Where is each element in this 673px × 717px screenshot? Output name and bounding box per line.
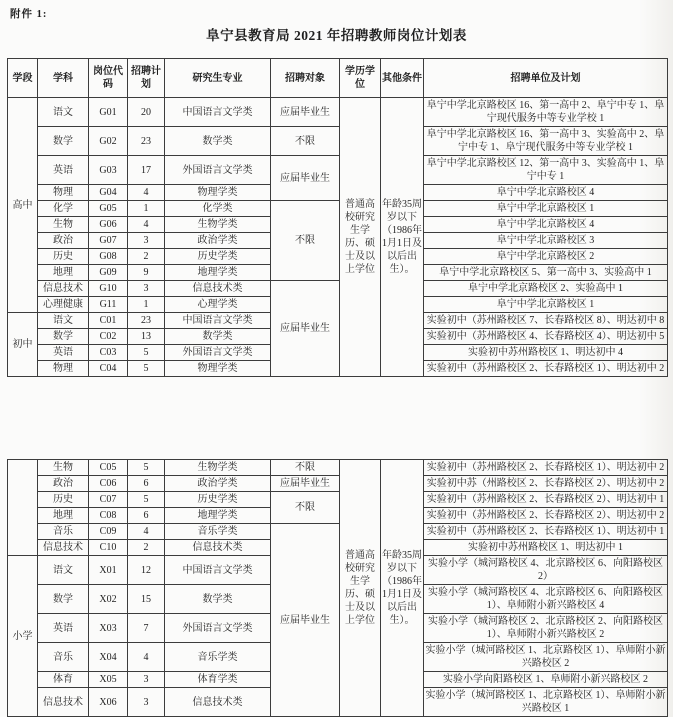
cell-units: 实验小学（城河路校区 2、北京路校区 2、向阳路校区 1）、阜师附小新兴路校区 2	[424, 614, 668, 643]
cell-code: G01	[89, 98, 128, 127]
cell-units: 实验初中苏州路校区 1、明达初中 1	[424, 540, 668, 556]
cell-code: G05	[89, 201, 128, 217]
cell-code: C03	[89, 345, 128, 361]
cell-plan: 13	[128, 329, 165, 345]
cell-subject: 语文	[38, 313, 89, 329]
cell-units: 阜宁中学北京路校区 16、第一高中 2、阜宁中专 1、阜宁现代服务中等专业学校 1	[424, 98, 668, 127]
table-row	[8, 201, 668, 217]
table-row	[8, 281, 668, 297]
cell-subject: 英语	[38, 614, 89, 643]
table-header-row	[8, 59, 668, 98]
cell-major: 外国语言文学类	[165, 345, 271, 361]
cell-major: 数学类	[165, 329, 271, 345]
cell-major: 体育学类	[165, 672, 271, 688]
cell-code: C01	[89, 313, 128, 329]
cell-major: 外国语言文学类	[165, 614, 271, 643]
cell-major: 中国语言文学类	[165, 98, 271, 127]
cell-code: X04	[89, 643, 128, 672]
cell-code: C06	[89, 476, 128, 492]
cell-plan: 12	[128, 556, 165, 585]
header-other: 其他条件	[381, 59, 424, 98]
cell-subject: 历史	[38, 492, 89, 508]
cell-target: 不限	[271, 492, 340, 524]
cell-code: G03	[89, 156, 128, 185]
cell-plan: 15	[128, 585, 165, 614]
cell-code: C10	[89, 540, 128, 556]
cell-subject: 物理	[38, 185, 89, 201]
cell-subject: 历史	[38, 249, 89, 265]
recruitment-plan-table-part2	[7, 459, 668, 717]
cell-major: 信息技术类	[165, 540, 271, 556]
cell-subject: 信息技术	[38, 540, 89, 556]
cell-units: 阜宁中学北京路校区 3	[424, 233, 668, 249]
cell-units: 实验小学（城河路校区 4、北京路校区 6、向阳路校区 1）、阜师附小新兴路校区 4	[424, 585, 668, 614]
cell-subject: 信息技术	[38, 688, 89, 717]
cell-subject: 语文	[38, 98, 89, 127]
cell-plan: 2	[128, 249, 165, 265]
cell-plan: 17	[128, 156, 165, 185]
cell-units: 阜宁中学北京路校区 4	[424, 185, 668, 201]
table-row	[8, 156, 668, 185]
cell-units: 阜宁中学北京路校区 12、第一高中 3、实验高中 1、阜宁中专 1	[424, 156, 668, 185]
cell-code: X03	[89, 614, 128, 643]
cell-units: 实验小学（城河路校区 4、北京路校区 6、向阳路校区 2）	[424, 556, 668, 585]
table-row	[8, 98, 668, 127]
cell-code: C05	[89, 460, 128, 476]
cell-code: X01	[89, 556, 128, 585]
header-degree: 学历学位	[340, 59, 381, 98]
cell-target: 应届毕业生	[271, 476, 340, 492]
cell-plan: 6	[128, 476, 165, 492]
cell-code: G08	[89, 249, 128, 265]
cell-major: 外国语言文学类	[165, 156, 271, 185]
cell-target: 应届毕业生	[271, 281, 340, 377]
cell-plan: 3	[128, 672, 165, 688]
page-title: 阜宁县教育局 2021 年招聘教师岗位计划表	[206, 28, 467, 43]
cell-subject: 音乐	[38, 524, 89, 540]
cell-units: 实验初中（苏州路校区 2、长春路校区 1）、明达初中 2	[424, 460, 668, 476]
cell-subject: 英语	[38, 156, 89, 185]
cell-other: 年龄35周岁以下（1986年1月1日及以后出生）。	[381, 98, 424, 377]
cell-major: 历史学类	[165, 249, 271, 265]
cell-code: G11	[89, 297, 128, 313]
cell-major: 信息技术类	[165, 281, 271, 297]
cell-plan: 5	[128, 492, 165, 508]
cell-degree: 普通高校研究生学历、硕士及以上学位	[340, 460, 381, 717]
header-code: 岗位代码	[89, 59, 128, 98]
header-units: 招聘单位及计划	[424, 59, 668, 98]
cell-code: G02	[89, 127, 128, 156]
recruitment-plan-table-part1	[7, 58, 668, 377]
cell-major: 政治学类	[165, 233, 271, 249]
cell-plan: 23	[128, 127, 165, 156]
cell-major: 地理学类	[165, 508, 271, 524]
cell-units: 实验初中（苏州路校区 2、长春路校区 1）、明达初中 2	[424, 361, 668, 377]
cell-units: 实验初中（苏州路校区 2、长春路校区 1）、明达初中 1	[424, 524, 668, 540]
table-row	[8, 476, 668, 492]
cell-subject: 数学	[38, 127, 89, 156]
header-major: 研究生专业	[165, 59, 271, 98]
table-row	[8, 460, 668, 476]
cell-code: X02	[89, 585, 128, 614]
cell-plan: 4	[128, 217, 165, 233]
cell-subject: 地理	[38, 508, 89, 524]
cell-plan: 4	[128, 185, 165, 201]
cell-other: 年龄35周岁以下（1986年1月1日及以后出生）。	[381, 460, 424, 717]
cell-subject: 生物	[38, 217, 89, 233]
cell-plan: 7	[128, 614, 165, 643]
cell-units: 实验小学（城河路校区 1、北京路校区 1）、阜师附小新兴路校区 2	[424, 643, 668, 672]
cell-units: 实验初中（苏州路校区 7、长春路校区 8）、明达初中 8	[424, 313, 668, 329]
cell-plan: 5	[128, 361, 165, 377]
cell-stage	[8, 460, 38, 556]
cell-plan: 1	[128, 297, 165, 313]
cell-units: 实验初中苏州路校区 1、明达初中 4	[424, 345, 668, 361]
cell-units: 阜宁中学北京路校区 1	[424, 201, 668, 217]
cell-plan: 4	[128, 643, 165, 672]
cell-plan: 5	[128, 460, 165, 476]
cell-plan: 6	[128, 508, 165, 524]
cell-plan: 3	[128, 233, 165, 249]
cell-major: 中国语言文学类	[165, 556, 271, 585]
cell-target: 应届毕业生	[271, 524, 340, 717]
cell-code: C02	[89, 329, 128, 345]
cell-target: 应届毕业生	[271, 98, 340, 127]
cell-stage: 小学	[8, 556, 38, 717]
cell-subject: 政治	[38, 233, 89, 249]
cell-units: 实验小学向阳路校区 1、阜师附小新兴路校区 2	[424, 672, 668, 688]
cell-code: C04	[89, 361, 128, 377]
cell-major: 生物学类	[165, 217, 271, 233]
cell-units: 实验初中（苏州路校区 2、长春路校区 2）、明达初中 2	[424, 508, 668, 524]
cell-plan: 3	[128, 688, 165, 717]
cell-code: G09	[89, 265, 128, 281]
cell-code: G04	[89, 185, 128, 201]
cell-units: 阜宁中学北京路校区 1	[424, 297, 668, 313]
cell-subject: 地理	[38, 265, 89, 281]
cell-units: 阜宁中学北京路校区 5、第一高中 3、实验高中 1	[424, 265, 668, 281]
cell-subject: 政治	[38, 476, 89, 492]
cell-stage: 高中	[8, 98, 38, 313]
cell-plan: 3	[128, 281, 165, 297]
cell-major: 物理学类	[165, 361, 271, 377]
cell-code: G06	[89, 217, 128, 233]
cell-subject: 化学	[38, 201, 89, 217]
header-plan: 招聘计划	[128, 59, 165, 98]
cell-major: 信息技术类	[165, 688, 271, 717]
cell-subject: 物理	[38, 361, 89, 377]
cell-plan: 1	[128, 201, 165, 217]
table-row	[8, 524, 668, 540]
cell-subject: 英语	[38, 345, 89, 361]
cell-subject: 心理健康	[38, 297, 89, 313]
cell-subject: 体育	[38, 672, 89, 688]
cell-major: 心理学类	[165, 297, 271, 313]
header-subject: 学科	[38, 59, 89, 98]
cell-units: 阜宁中学北京路校区 2	[424, 249, 668, 265]
cell-code: X06	[89, 688, 128, 717]
table-row	[8, 127, 668, 156]
cell-units: 实验小学（城河路校区 1、北京路校区 1）、阜师附小新兴路校区 1	[424, 688, 668, 717]
cell-plan: 9	[128, 265, 165, 281]
cell-target: 不限	[271, 201, 340, 281]
cell-major: 化学类	[165, 201, 271, 217]
cell-target: 不限	[271, 127, 340, 156]
cell-target: 不限	[271, 460, 340, 476]
cell-plan: 2	[128, 540, 165, 556]
cell-code: G10	[89, 281, 128, 297]
cell-plan: 4	[128, 524, 165, 540]
cell-major: 音乐学类	[165, 524, 271, 540]
cell-units: 实验初中（苏州路校区 4、长春路校区 4）、明达初中 5	[424, 329, 668, 345]
cell-subject: 信息技术	[38, 281, 89, 297]
cell-units: 实验初中（苏州路校区 2、长春路校区 2）、明达初中 1	[424, 492, 668, 508]
cell-subject: 数学	[38, 329, 89, 345]
cell-subject: 生物	[38, 460, 89, 476]
cell-major: 政治学类	[165, 476, 271, 492]
table-row	[8, 492, 668, 508]
cell-major: 物理学类	[165, 185, 271, 201]
cell-major: 数学类	[165, 585, 271, 614]
cell-degree: 普通高校研究生学历、硕士及以上学位	[340, 98, 381, 377]
cell-major: 生物学类	[165, 460, 271, 476]
cell-plan: 20	[128, 98, 165, 127]
cell-code: C09	[89, 524, 128, 540]
cell-subject: 数学	[38, 585, 89, 614]
cell-major: 地理学类	[165, 265, 271, 281]
cell-units: 阜宁中学北京路校区 2、实验高中 1	[424, 281, 668, 297]
cell-plan: 23	[128, 313, 165, 329]
cell-major: 历史学类	[165, 492, 271, 508]
header-stage: 学段	[8, 59, 38, 98]
cell-major: 音乐学类	[165, 643, 271, 672]
cell-code: C07	[89, 492, 128, 508]
cell-target: 应届毕业生	[271, 156, 340, 201]
cell-subject: 语文	[38, 556, 89, 585]
attachment-label: 附件 1:	[10, 9, 48, 20]
cell-plan: 5	[128, 345, 165, 361]
cell-units: 阜宁中学北京路校区 16、第一高中 3、实验高中 2、阜宁中专 1、阜宁现代服务中等专业学校 1	[424, 127, 668, 156]
header-target: 招聘对象	[271, 59, 340, 98]
cell-units: 阜宁中学北京路校区 4	[424, 217, 668, 233]
cell-code: X05	[89, 672, 128, 688]
cell-units: 实验初中苏（州路校区 2、长春路校区 2）、明达初中 2	[424, 476, 668, 492]
cell-major: 中国语言文学类	[165, 313, 271, 329]
cell-code: G07	[89, 233, 128, 249]
cell-major: 数学类	[165, 127, 271, 156]
cell-stage: 初中	[8, 313, 38, 377]
cell-subject: 音乐	[38, 643, 89, 672]
cell-code: C08	[89, 508, 128, 524]
